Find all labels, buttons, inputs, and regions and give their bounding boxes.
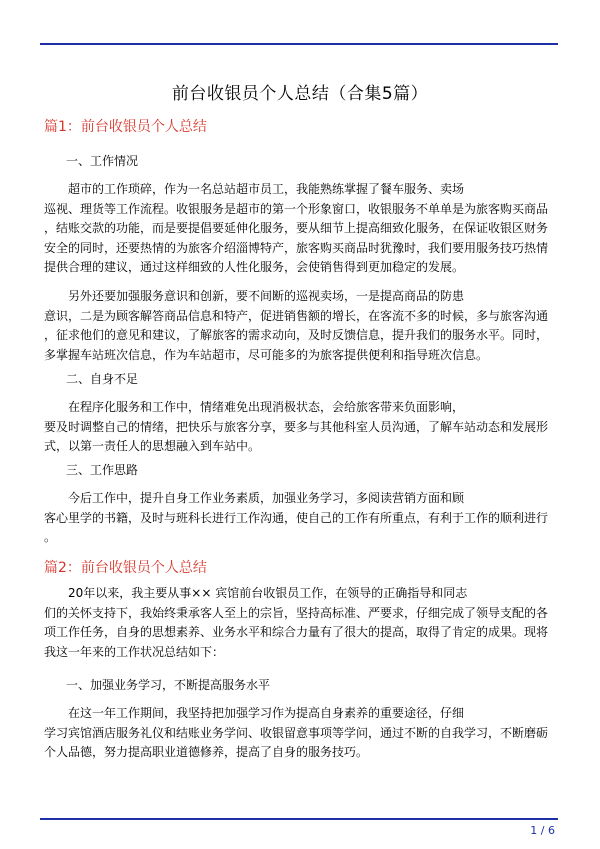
text-line: ，结账交款的功能，而是要提倡要延伸化服务，要从细节上提高细致化服务，在保证收银区财务 <box>44 221 549 235</box>
text-line: 要及时调整自己的情绪，把快乐与旅客分享，要多与其他科室人员沟通，了解车站动态和发展形 <box>44 419 549 434</box>
text-line: 提供合理的建议，通过这样细致的人性化服务，会使销售得到更加稳定的发展。 <box>44 260 465 274</box>
text-line: 今后工作中，提升自身工作业务素质，加强业务学习，多阅读营销方面和顾 <box>44 491 465 505</box>
paragraph <box>44 584 556 662</box>
paragraph <box>44 287 556 365</box>
paragraph <box>44 489 556 548</box>
text-line: 在程序化服务和工作中，情绪难免出现消极状态，会给旅客带来负面影响， <box>44 400 465 414</box>
subheading-work-plan: 三、工作思路 <box>66 463 139 477</box>
text-line: 多掌握车站班次信息，作为车站超市，尽可能多的为旅客提供便利和指导班次信息。 <box>44 347 489 362</box>
text-line: 客心里学的书籍，及时与班科长进行工作沟通，使自己的工作有所重点，有利于工作的顺利进行 <box>44 510 549 525</box>
text-line: ，征求他们的意见和建议，了解旅客的需求动向，及时反馈信息，提升我们的服务水平。同时， <box>44 328 549 342</box>
text-line: 另外还要加强服务意识和创新，要不间断的巡视卖场，一是提高商品的防患 <box>44 289 465 303</box>
header-rule <box>40 43 558 45</box>
text-line: 安全的同时，还要热情的为旅客介绍淄博特产，旅客购买商品时犹豫时，我们要用服务技巧热情 <box>44 240 549 255</box>
text-line: 超市的工作琐碎，作为一名总站超市员工，我能熟练掌握了餐车服务、卖场 <box>44 182 465 196</box>
text-line: 项工作任务，自身的思想素养、业务水平和综合力量有了很大的提高，取得了肯定的成果。现将 <box>44 625 549 639</box>
paragraph <box>44 180 556 278</box>
page-number: 1 / 6 <box>530 824 555 837</box>
subheading-work-situation: 一、工作情况 <box>66 154 139 168</box>
text-line: 们的关怀支持下，我始终秉承客人至上的宗旨，坚持高标准、严要求，仔细完成了领导支配的各 <box>44 605 549 620</box>
text-line: 。 <box>44 530 57 544</box>
text-line: 意识，二是为顾客解答商品信息和特产，促进销售额的增长，在客流不多的时候，多与旅客沟通 <box>44 308 549 323</box>
text-line: 学习宾馆酒店服务礼仪和结账业务学问、收银留意事项等学问，通过不断的自我学习，不断磨砺 <box>44 725 549 740</box>
page-title: 前台收银员个人总结（合集5篇） <box>171 84 429 104</box>
text-line: 式，以第一责任人的思想融入到车站中。 <box>44 439 261 453</box>
subheading-shortcomings: 二、自身不足 <box>66 372 139 386</box>
section-heading-1: 篇1：前台收银员个人总结 <box>44 119 207 135</box>
text-line: 在这一年工作期间，我坚持把加强学习作为提高自身素养的重要途径，仔细 <box>44 706 465 720</box>
text-line: 个人品德，努力提高职业道德修养，提高了自身的服务技巧。 <box>44 745 369 759</box>
text-line: 巡视、理货等工作流程。收银服务是超市的第一个形象窗口，收银服务不单单是为旅客购买商品 <box>44 201 549 216</box>
section-heading-2: 篇2：前台收银员个人总结 <box>44 560 207 576</box>
subheading-business-learning: 一、加强业务学习，不断提高服务水平 <box>66 678 271 692</box>
paragraph <box>44 398 556 457</box>
paragraph <box>44 704 556 763</box>
text-line: 20年以来，我主要从事×× 宾馆前台收银员工作，在领导的正确指导和同志 <box>44 586 468 600</box>
text-line: 我这一年来的工作状况总结如下： <box>44 644 225 659</box>
footer-rule <box>40 818 558 820</box>
